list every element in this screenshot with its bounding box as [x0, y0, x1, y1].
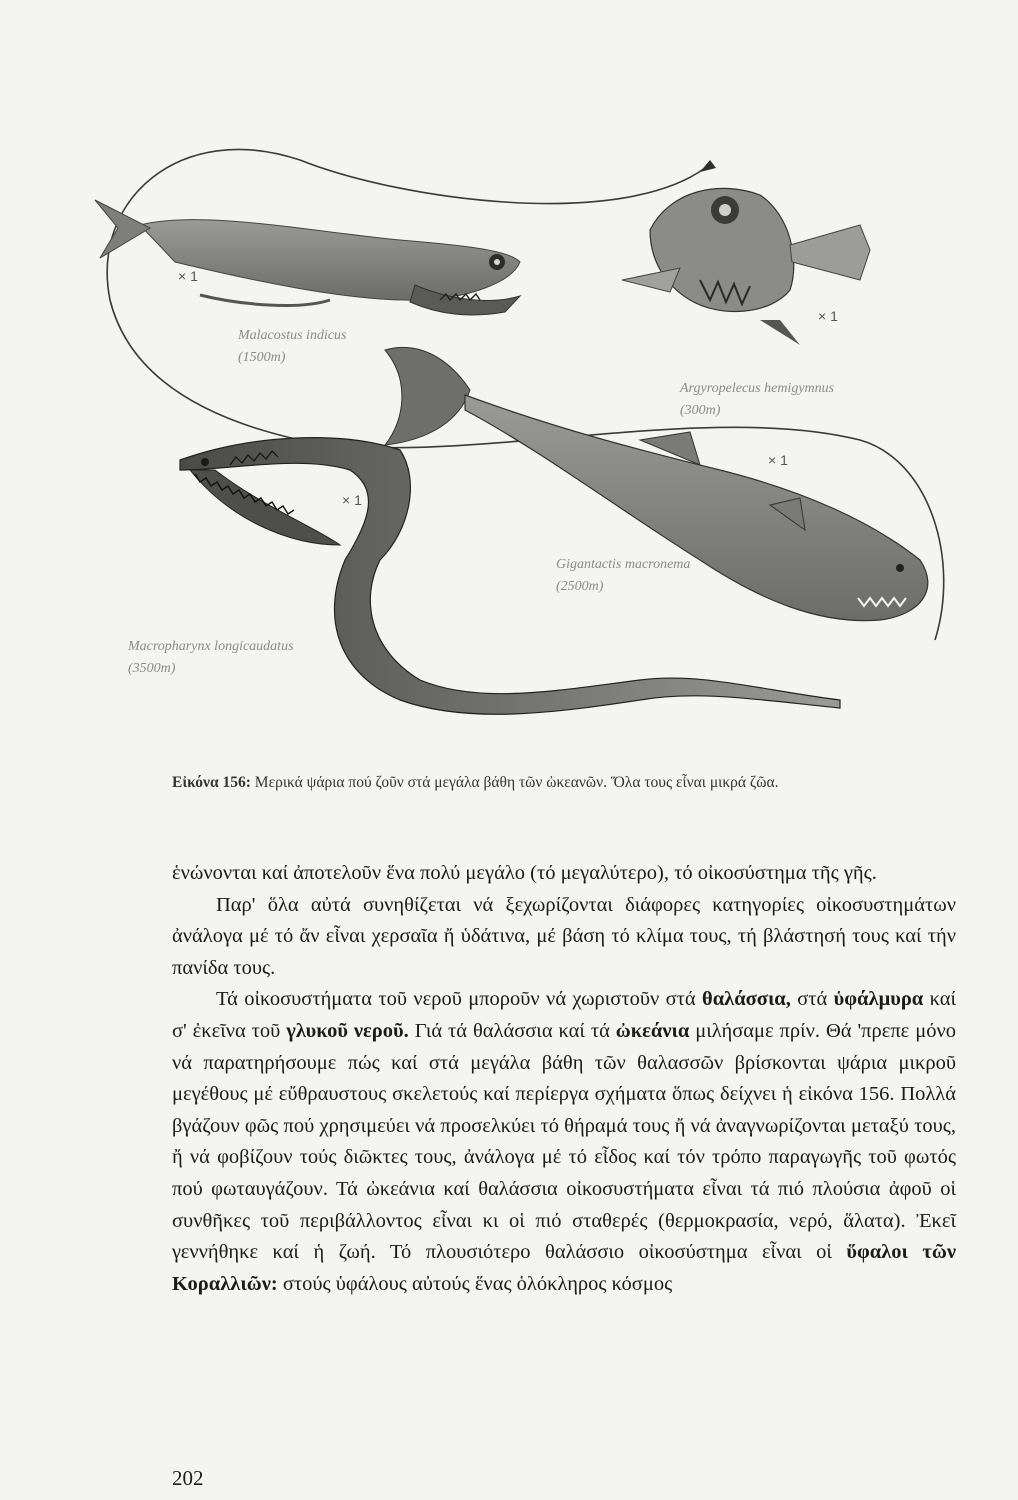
species-label [556, 554, 690, 598]
bold-term: ὕφαλοι τῶν Κοραλλιῶν: [172, 1241, 956, 1295]
species-depth: (2500m) [556, 579, 604, 594]
species-name: Malacostus indicus [238, 328, 347, 343]
species-label [128, 636, 294, 680]
body-text [172, 858, 956, 1300]
species-name: Gigantactis macronema [556, 557, 691, 572]
species-label [680, 378, 834, 422]
scale-label: × 1 [178, 268, 198, 284]
species-depth: (3500m) [128, 661, 176, 676]
text-run: στά [790, 988, 834, 1011]
bold-term: ὠκεάνια [615, 1019, 690, 1042]
page-number: 202 [172, 1466, 204, 1490]
paragraph [172, 984, 956, 1300]
text-run: Γιά τά θαλάσσια καί τά [408, 1019, 616, 1042]
species-label [238, 325, 347, 369]
bold-term: ὑφάλμυρα [833, 988, 924, 1011]
paragraph: ἑνώνονται καί ἀποτελοῦν ἕνα πολύ μεγάλο (τό μεγαλύτερο), τό οἰκοσύστημα τῆς γῆς. [172, 862, 877, 884]
bold-term: γλυκοῦ νεροῦ. [286, 1019, 409, 1042]
paragraph: Παρ' ὅλα αὐτά συνηθίζεται νά ξεχωρίζονται διάφορες κατηγορίες οἰκοσυστημάτων ἀνάλογα μέ τό ἄν εἶναι χερσαῖα ἤ ὑδάτινα, μέ βάση τό κλίμα τους, τή βλάστησή τους καί τήν πανίδα τους. [172, 893, 956, 979]
figure-caption [172, 772, 952, 794]
caption-text: Μερικά ψάρια πού ζοῦν στά μεγάλα βάθη τῶν ὠκεανῶν. Ὅλα τους εἶναι μικρά ζῶα. [250, 774, 779, 791]
bold-term: θαλάσσια, [702, 988, 791, 1011]
text-run: Τά οἰκοσυστήματα τοῦ νεροῦ μποροῦν νά χωριστοῦν στά [216, 988, 702, 1011]
species-depth: (1500m) [238, 350, 286, 365]
malacostus-fish [95, 200, 520, 315]
text-run: στούς ὑφάλους αὐτούς ἕνας ὁλόκληρος κόσμος [277, 1272, 673, 1295]
caption-label: Εἰκόνα 156: [172, 774, 251, 791]
species-name: Argyropelecus hemigymnus [680, 381, 835, 396]
text-run: μιλήσαμε πρίν. Θά 'πρεπε μόνο νά παρατηρήσουμε πώς καί στά μεγάλα βάθη τῶν θαλασσῶν βρίσκονται ψάρια μικροῦ μεγέθους μέ εὔθραυστους σκελετούς καί περίεργα σχήματα ὅπως δείχνει ἡ εἰκόνα 156. Πολλά βγάζουν φῶς πού χρησιμεύει νά προσελκύει τό θήραμά τους ἤ νά ἀναγνωρίζονται μεταξύ τους, ἤ νά φοβίζουν τούς διῶκτες τους, ἀνάλογα μέ τό εἶδος καί τόν τρόπο παραγωγῆς τοῦ φωτός πού φωταυγάζουν. Τά ὠκεάνια καί θαλάσσια οἰκοσυστήματα εἶναι τά πιό πλούσια ἀφοῦ οἱ συνθῆκες τοῦ περιβάλλοντος εἶναι κι οἱ πιό σταθερές (θερμοκρασία, νερό, ἅλατα). Ἐκεῖ γεννήθηκε καί ἡ ζωή. Τό πλουσιότερο θαλάσσιο οἰκοσύστημα εἶναι οἱ [172, 1019, 956, 1264]
text-run: καί σ' ἐκεῖνα τοῦ [172, 988, 957, 1042]
scale-label: × 1 [818, 308, 838, 324]
species-depth: (300m) [680, 403, 721, 418]
scale-label: × 1 [768, 452, 788, 468]
species-name: Macropharynx longicaudatus [128, 639, 294, 654]
scale-label: × 1 [342, 492, 362, 508]
